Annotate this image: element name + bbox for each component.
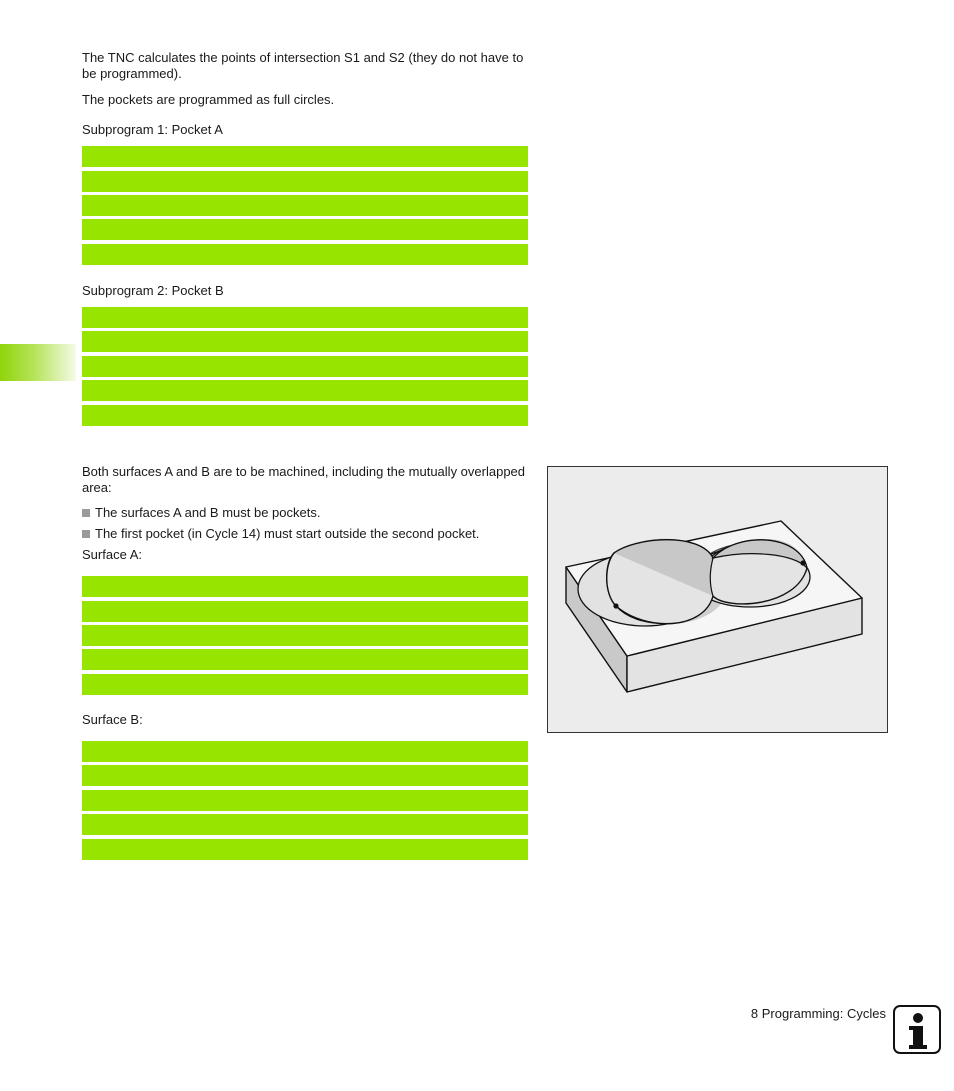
code-line: [82, 601, 528, 622]
list-item: [82, 505, 542, 521]
code-line: [82, 356, 528, 377]
code-line: [82, 625, 528, 646]
code-line: [82, 307, 528, 328]
list-item-text: The first pocket (in Cycle 14) must start outside the second pocket.: [95, 526, 480, 541]
code-line: [82, 146, 528, 167]
code-line: [82, 405, 528, 426]
list-item-text: The surfaces A and B must be pockets.: [95, 505, 321, 520]
overlapping-pockets-figure: [547, 466, 888, 733]
code-line: [82, 649, 528, 670]
code-line: [82, 576, 528, 597]
code-line: [82, 790, 528, 811]
code-line: [82, 219, 528, 240]
code-line: [82, 331, 528, 352]
subprogram-1-heading: Subprogram 1: Pocket A: [82, 122, 223, 137]
intro-paragraph-2: The pockets are programmed as full circles.: [82, 92, 335, 107]
code-line: [82, 839, 528, 860]
section-paragraph: Both surfaces A and B are to be machined, including the mutually overlapped area:: [82, 464, 526, 495]
info-glyph: [895, 1007, 939, 1052]
code-line: [82, 195, 528, 216]
info-icon: [893, 1005, 941, 1054]
code-line: [82, 244, 528, 265]
surface-b-label: Surface B:: [82, 712, 143, 727]
chapter-footer: 8 Programming: Cycles: [750, 1006, 886, 1021]
chapter-tab-marker: [0, 344, 76, 381]
bullet-square-icon: [82, 509, 90, 517]
intro-paragraph-1: The TNC calculates the points of intersection S1 and S2 (they do not have to be programmed).: [82, 50, 524, 81]
surface-a-label: Surface A:: [82, 547, 142, 562]
code-line: [82, 814, 528, 835]
code-line: [82, 171, 528, 192]
bullet-square-icon: [82, 530, 90, 538]
code-line: [82, 765, 528, 786]
subprogram-2-heading: Subprogram 2: Pocket B: [82, 283, 224, 298]
workpiece-illustration: [548, 467, 887, 732]
list-item: [82, 526, 542, 542]
code-line: [82, 741, 528, 762]
code-line: [82, 380, 528, 401]
code-line: [82, 674, 528, 695]
